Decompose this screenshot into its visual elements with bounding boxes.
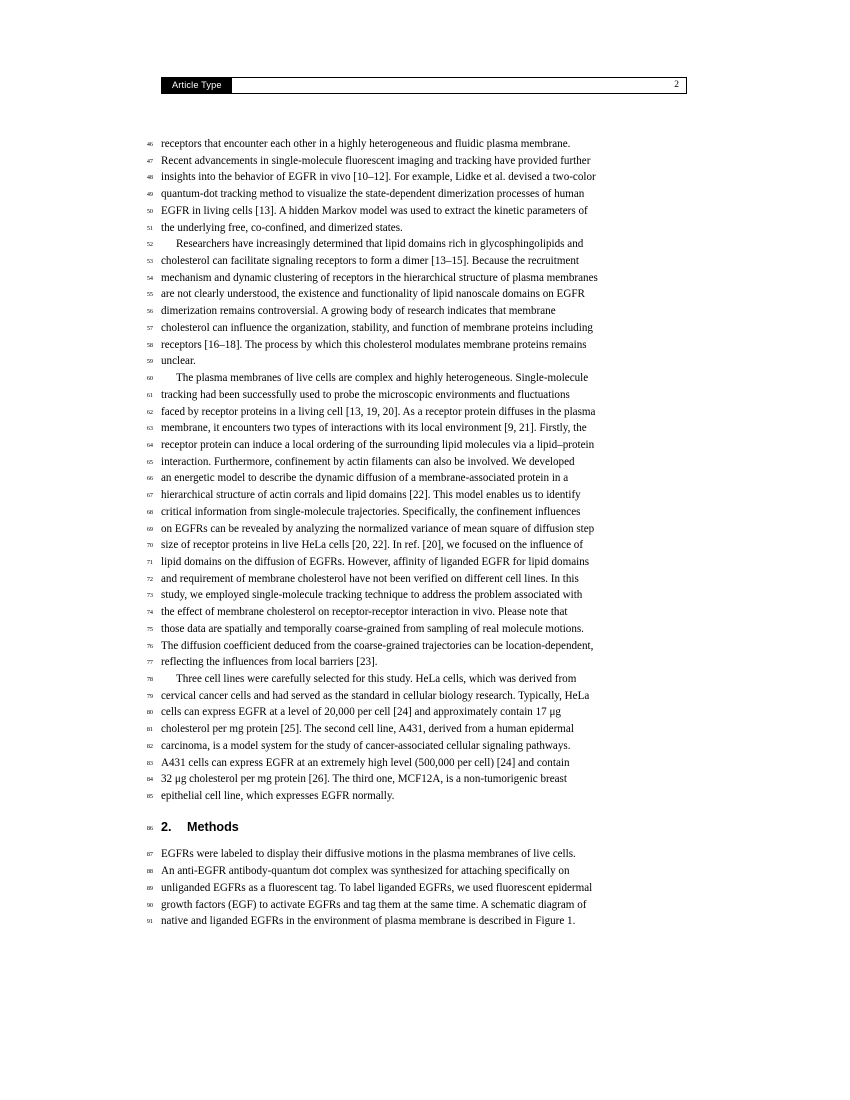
line-number: 89 <box>146 884 153 892</box>
text-line <box>146 153 688 170</box>
line-text: membrane, it encounters two types of interactions with its local environment [9, 21]. Firstly, the <box>161 422 587 435</box>
paragraphs-before-heading <box>146 136 688 805</box>
line-number: 77 <box>146 659 153 667</box>
text-line <box>146 420 688 437</box>
text-line <box>146 470 688 487</box>
text-line <box>146 913 688 930</box>
line-text: carcinoma, is a model system for the study of cancer-associated cellular signaling pathways. <box>161 739 571 752</box>
paragraphs-after-heading <box>146 846 688 930</box>
line-number: 46 <box>146 141 153 148</box>
text-line <box>146 587 688 604</box>
line-text: cholesterol can facilitate signaling receptors to form a dimer [13–15]. Because the recruitment <box>161 255 580 268</box>
section-heading-methods <box>146 819 688 836</box>
page-number: 2 <box>674 80 679 90</box>
line-number: 83 <box>146 759 153 767</box>
line-number: 54 <box>146 274 153 282</box>
line-number: 62 <box>146 408 153 416</box>
line-number: 58 <box>146 341 153 349</box>
line-text: quantum-dot tracking method to visualize the state-dependent dimerization processes of human <box>161 188 585 201</box>
line-number: 59 <box>146 358 153 366</box>
text-line <box>146 504 688 521</box>
line-text: A431 cells can express EGFR at an extremely high level (500,000 per cell) [24] and contain <box>161 756 570 769</box>
line-text: critical information from single-molecule trajectories. Specifically, the confinement influences <box>161 505 581 518</box>
text-line <box>146 704 688 721</box>
text-line <box>146 320 688 337</box>
text-line <box>146 654 688 671</box>
text-line <box>146 738 688 755</box>
line-text: EGFR in living cells [13]. A hidden Markov model was used to extract the kinetic parameters of <box>161 204 588 217</box>
section-number: 2. <box>161 819 172 834</box>
line-text: Researchers have increasingly determined that lipid domains rich in glycosphingolipids and <box>176 238 584 251</box>
text-line <box>146 604 688 621</box>
text-line <box>146 370 688 387</box>
line-text: An anti-EGFR antibody-quantum dot complex was synthesized for attaching specifically on <box>161 865 570 878</box>
text-line <box>146 771 688 788</box>
text-line <box>146 688 688 705</box>
line-number: 88 <box>146 868 153 876</box>
line-number: 78 <box>146 676 153 683</box>
line-number: 52 <box>146 241 153 249</box>
line-number: 47 <box>146 157 153 165</box>
line-text: reflecting the influences from local barriers [23]. <box>161 656 378 669</box>
line-text: size of receptor proteins in live HeLa cells [20, 22]. In ref. [20], we focused on the influence of <box>161 539 584 552</box>
line-text: those data are spatially and temporally coarse-grained from sampling of real molecule motions. <box>161 622 584 635</box>
line-number: 71 <box>146 558 153 566</box>
text-line <box>146 621 688 638</box>
text-line <box>146 387 688 404</box>
text-line <box>146 303 688 320</box>
line-text: The plasma membranes of live cells are complex and highly heterogeneous. Single-molecule <box>176 372 589 385</box>
text-line <box>146 270 688 287</box>
line-text: insights into the behavior of EGFR in vivo [10–12]. For example, Lidke et al. devised a two-color <box>161 171 596 184</box>
text-line <box>146 337 688 354</box>
line-text: Recent advancements in single-molecule fluorescent imaging and tracking have provided further <box>161 154 591 167</box>
line-number: 68 <box>146 508 153 516</box>
line-number: 55 <box>146 291 153 299</box>
line-text: receptors [16–18]. The process by which this cholesterol modulates membrane proteins remains <box>161 338 587 351</box>
line-number: 61 <box>146 391 153 399</box>
body-text-block <box>146 136 688 930</box>
line-text: mechanism and dynamic clustering of receptors in the hierarchical structure of plasma membranes <box>161 271 598 284</box>
line-number: 75 <box>146 625 153 633</box>
text-line <box>146 437 688 454</box>
section-title: Methods <box>187 819 239 834</box>
line-number: 86 <box>146 824 153 832</box>
text-line <box>146 169 688 186</box>
line-number: 63 <box>146 425 153 433</box>
line-number: 90 <box>146 901 153 909</box>
line-text: the effect of membrane cholesterol on receptor-receptor interaction in vivo. Please note that <box>161 606 568 619</box>
line-number: 48 <box>146 174 153 182</box>
line-number: 53 <box>146 258 153 266</box>
text-line <box>146 846 688 863</box>
text-line <box>146 880 688 897</box>
line-text: growth factors (EGF) to activate EGFRs and tag them at the same time. A schematic diagram of <box>161 898 587 911</box>
line-text: the underlying free, co-confined, and dimerized states. <box>161 221 403 234</box>
line-number: 85 <box>146 793 153 801</box>
line-text: study, we employed single-molecule tracking technique to address the problem associated with <box>161 589 583 602</box>
line-number: 72 <box>146 575 153 583</box>
text-line <box>146 253 688 270</box>
line-number: 50 <box>146 207 153 215</box>
line-text: and requirement of membrane cholesterol have not been verified on different cell lines. In this <box>161 572 579 585</box>
line-text: dimerization remains controversial. A growing body of research indicates that membrane <box>161 305 556 318</box>
line-number: 87 <box>146 851 153 859</box>
text-line <box>146 755 688 772</box>
text-line <box>146 554 688 571</box>
text-line <box>146 220 688 237</box>
text-line <box>146 537 688 554</box>
line-number: 49 <box>146 191 153 199</box>
line-text: tracking had been successfully used to probe the microscopic environments and fluctuations <box>161 388 570 401</box>
text-line <box>146 788 688 805</box>
line-text: unclear. <box>161 355 196 368</box>
line-number: 74 <box>146 609 153 617</box>
text-line <box>146 203 688 220</box>
text-line <box>146 671 688 688</box>
line-text: hierarchical structure of actin corrals and lipid domains [22]. This model enables us to identify <box>161 489 581 502</box>
line-number: 76 <box>146 642 153 650</box>
line-number: 67 <box>146 492 153 500</box>
line-text: interaction. Furthermore, confinement by actin filaments can also be involved. We developed <box>161 455 575 468</box>
line-number: 73 <box>146 592 153 600</box>
line-number: 56 <box>146 308 153 316</box>
text-line <box>146 571 688 588</box>
line-number: 57 <box>146 324 153 332</box>
line-number: 51 <box>146 224 153 232</box>
line-number: 70 <box>146 542 153 550</box>
text-line <box>146 897 688 914</box>
text-line <box>146 353 688 370</box>
text-line <box>146 638 688 655</box>
line-text: lipid domains on the diffusion of EGFRs. However, affinity of liganded EGFR for lipid domains <box>161 555 590 568</box>
text-line <box>146 404 688 421</box>
line-text: EGFRs were labeled to display their diffusive motions in the plasma membranes of live cells. <box>161 848 576 861</box>
text-line <box>146 521 688 538</box>
line-number: 65 <box>146 458 153 466</box>
text-line <box>146 286 688 303</box>
line-text: unliganded EGFRs as a fluorescent tag. To label liganded EGFRs, we used fluorescent epidermal <box>161 881 593 894</box>
text-line <box>146 487 688 504</box>
line-text: cells can express EGFR at a level of 20,000 per cell [24] and approximately contain 17 μg <box>161 706 561 719</box>
line-text: The diffusion coefficient deduced from the coarse-grained trajectories can be location-dependent, <box>161 639 594 652</box>
line-number: 64 <box>146 441 153 449</box>
line-text: faced by receptor proteins in a living cell [13, 19, 20]. As a receptor protein diffuses in the plasma <box>161 405 596 418</box>
line-number: 91 <box>146 918 153 926</box>
line-number: 84 <box>146 776 153 784</box>
text-line <box>146 236 688 253</box>
line-text: cholesterol per mg protein [25]. The second cell line, A431, derived from a human epidermal <box>161 723 574 736</box>
line-number: 81 <box>146 726 153 734</box>
line-text: an energetic model to describe the dynamic diffusion of a membrane-associated protein in a <box>161 472 569 485</box>
line-text: cholesterol can influence the organization, stability, and function of membrane proteins including <box>161 321 593 334</box>
line-text: epithelial cell line, which expresses EGFR normally. <box>161 790 395 803</box>
text-line <box>146 136 688 153</box>
line-number: 60 <box>146 375 153 383</box>
line-text: cervical cancer cells and had served as the standard in cellular biology research. Typically, HeLa <box>161 689 590 702</box>
line-number: 69 <box>146 525 153 533</box>
line-text: receptor protein can induce a local ordering of the surrounding lipid molecules via a lipid–protein <box>161 438 595 451</box>
header-rule <box>232 77 687 94</box>
text-line <box>146 863 688 880</box>
text-line <box>146 186 688 203</box>
line-number: 82 <box>146 742 153 750</box>
line-text: 32 μg cholesterol per mg protein [26]. The third one, MCF12A, is a non-tumorigenic breast <box>161 773 567 786</box>
line-number: 79 <box>146 692 153 700</box>
line-text: on EGFRs can be revealed by analyzing the normalized variance of mean square of diffusion step <box>161 522 595 535</box>
article-type-badge: Article Type <box>161 77 232 94</box>
running-header <box>161 77 687 94</box>
line-text: native and liganded EGFRs in the environment of plasma membrane is described in Figure 1. <box>161 915 576 928</box>
text-line <box>146 721 688 738</box>
line-text: receptors that encounter each other in a highly heterogeneous and fluidic plasma membrane. <box>161 138 571 150</box>
line-text: Three cell lines were carefully selected for this study. HeLa cells, which was derived from <box>176 673 577 685</box>
text-line <box>146 454 688 471</box>
line-text: are not clearly understood, the existence and functionality of lipid nanoscale domains on EGFR <box>161 288 585 301</box>
line-number: 80 <box>146 709 153 717</box>
line-number: 66 <box>146 475 153 483</box>
